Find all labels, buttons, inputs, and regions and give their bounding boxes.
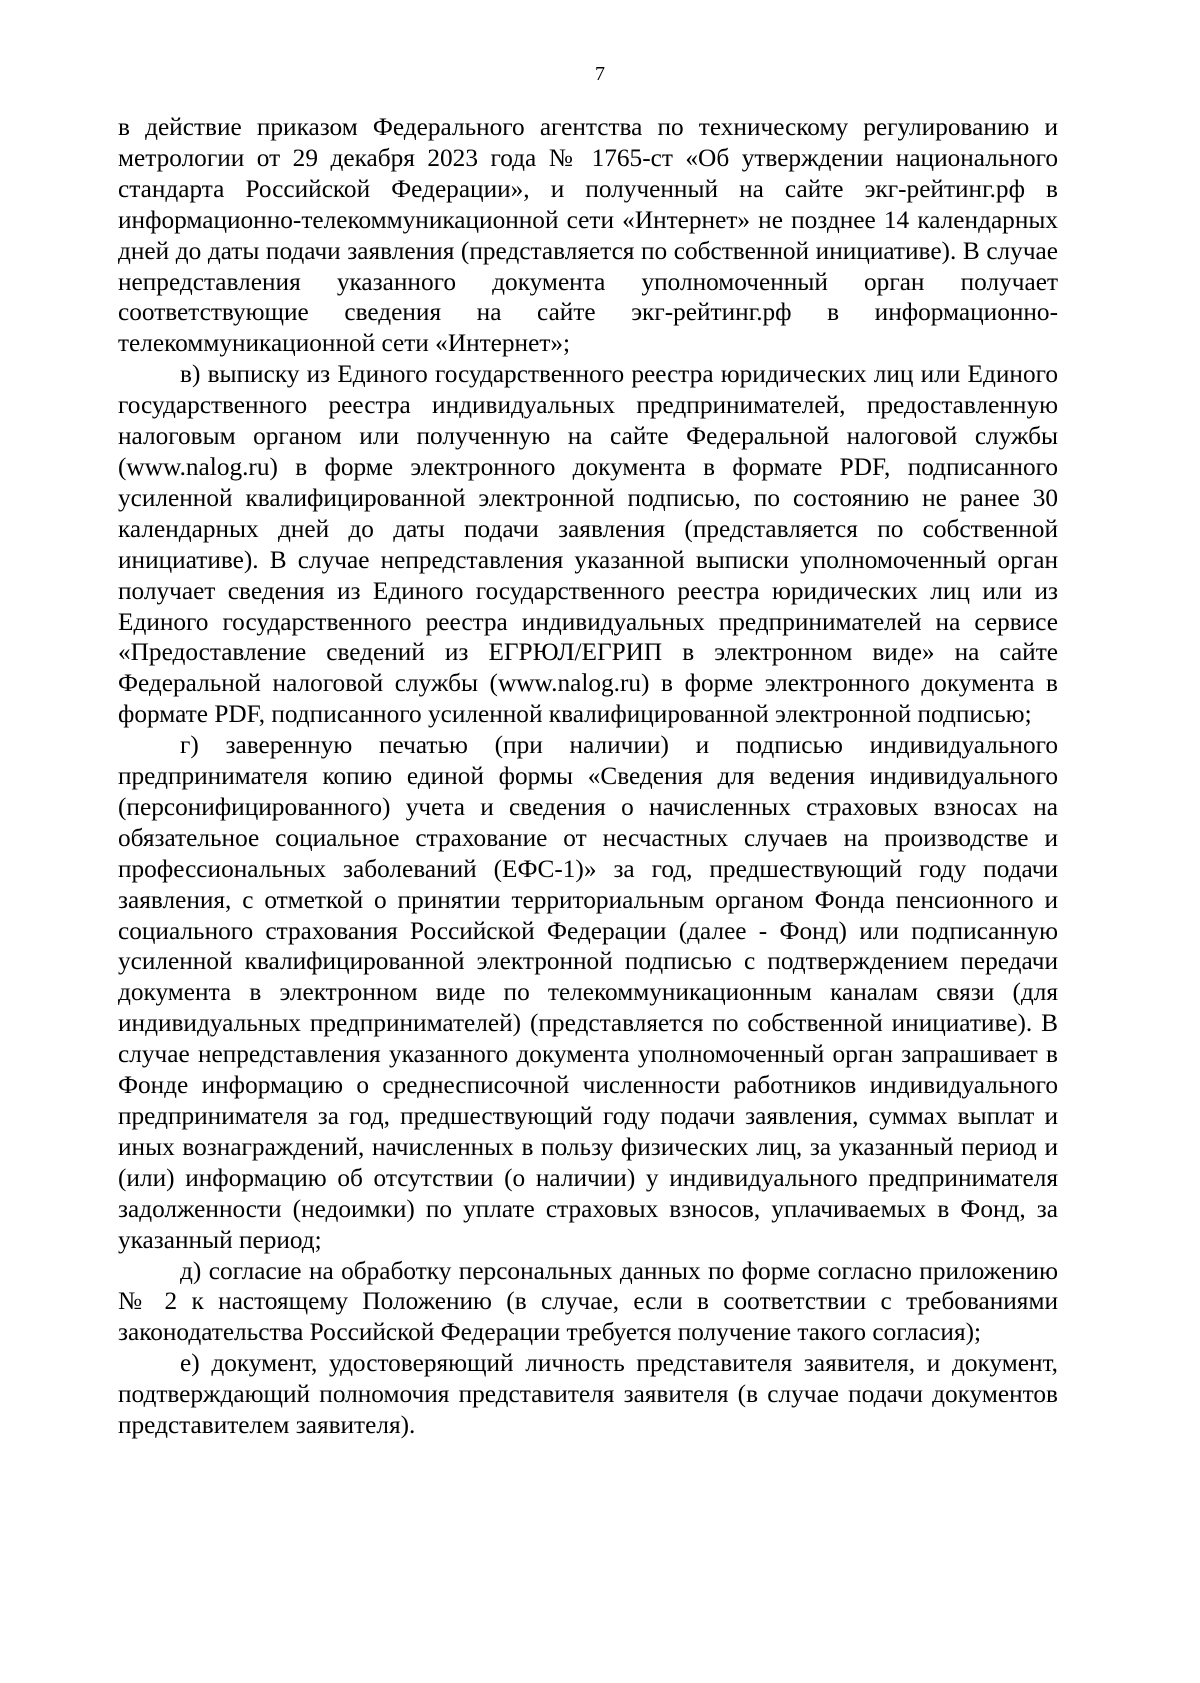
paragraph-item-v: в) выписку из Единого государственного реестра юридических лиц или Единого государственного реестра индивидуальных предпринимателей, предоставленную налоговым органом или полученную на сайте Федеральной налоговой службы (www.nalog.ru) в форме электронного документа в формате PDF, подписанного усиленной квалифицированной электронной подписью, по состоянию не ранее 30 календарных дней до даты подачи заявления (представляется по собственной инициативе). В случае непредставления указанной выписки уполномоченный орган получает сведения из Единого государственного реестра юридических лиц или из Единого государственного реестра индивидуальных предпринимателей на сервисе «Предоставление сведений из ЕГРЮЛ/ЕГРИП в электронном виде» на сайте Федеральной налоговой службы (www.nalog.ru) в форме электронного документа в формате PDF, подписанного усиленной квалифицированной электронной подписью;: [118, 360, 1058, 729]
page-number: 7: [595, 63, 605, 85]
paragraph-item-e: е) документ, удостоверяющий личность представителя заявителя, и документ, подтверждающий полномочия представителя заявителя (в случае подачи документов представителем заявителя).: [118, 1349, 1058, 1440]
document-body: [118, 112, 1058, 1441]
paragraph-continuation: в действие приказом Федерального агентства по техническому регулированию и метрологии от 29 декабря 2023 года № 1765-ст «Об утверждении национального стандарта Российской Федерации», и полученный на сайте экг-рейтинг.рф в информационно-телекоммуникационной сети «Интернет» не позднее 14 календарных дней до даты подачи заявления (представляется по собственной инициативе). В случае непредставления указанного документа уполномоченный орган получает соответствующие сведения на сайте экг-рейтинг.рф в информационно-телекоммуникационной сети «Интернет»;: [118, 113, 1058, 358]
paragraph-item-g: г) заверенную печатью (при наличии) и подписью индивидуального предпринимателя копию единой формы «Сведения для ведения индивидуального (персонифицированного) учета и сведения о начисленных страховых взносах на обязательное социальное страхование от несчастных случаев на производстве и профессиональных заболеваний (ЕФС-1)» за год, предшествующий году подачи заявления, с отметкой о принятии территориальным органом Фонда пенсионного и социального страхования Российской Федерации (далее - Фонд) или подписанную усиленной квалифицированной электронной подписью с подтверждением передачи документа в электронном виде по телекоммуникационным каналам связи (для индивидуальных предпринимателей) (представляется по собственной инициативе). В случае непредставления указанного документа уполномоченный орган запрашивает в Фонде информацию о среднесписочной численности работников индивидуального предпринимателя за год, предшествующий году подачи заявления, суммах выплат и иных вознаграждений, начисленных в пользу физических лиц, за указанный период и (или) информацию об отсутствии (о наличии) у индивидуального предпринимателя задолженности (недоимки) по уплате страховых взносов, уплачиваемых в Фонд, за указанный период;: [118, 731, 1058, 1254]
paragraph-item-d: д) согласие на обработку персональных данных по форме согласно приложению № 2 к настоящему Положению (в случае, если в соответствии с требованиями законодательства Российской Федерации требуется получение такого согласия);: [118, 1256, 1058, 1347]
